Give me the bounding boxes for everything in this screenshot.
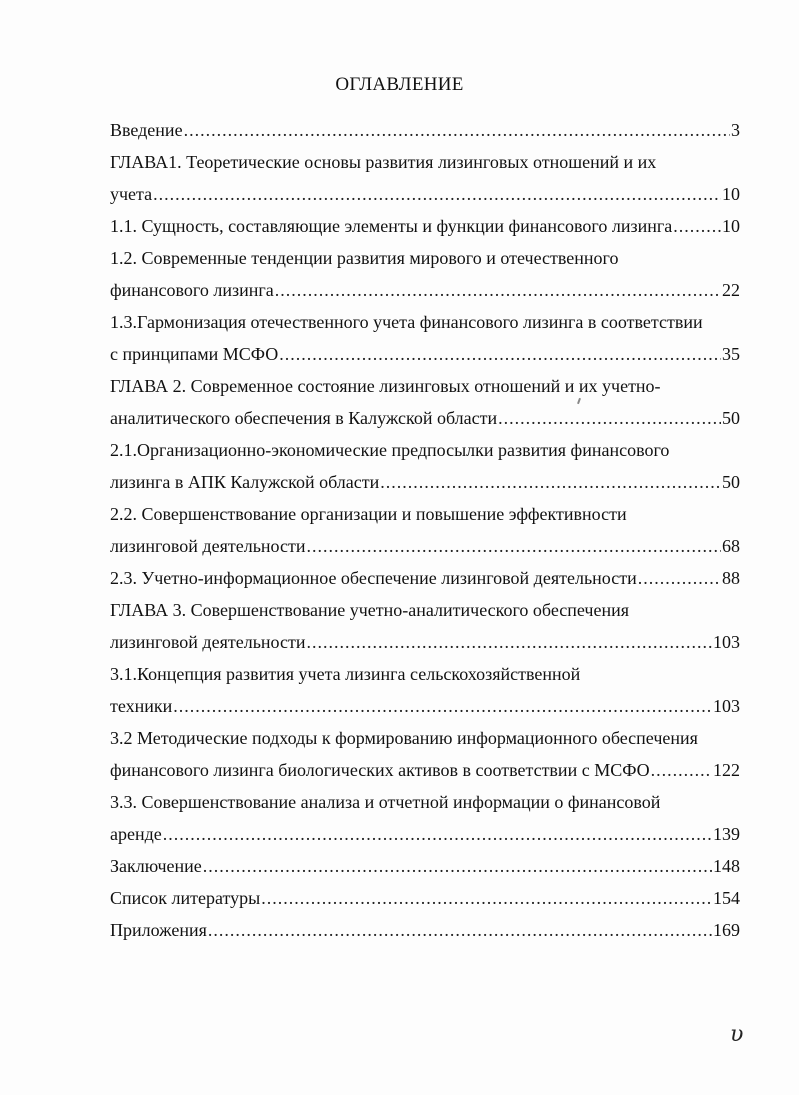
toc-leader-dots: [173, 693, 712, 719]
toc-entry-introduction: [110, 117, 740, 143]
toc-entry-2-2-line-1: [110, 501, 740, 527]
toc-entry-page: 35: [722, 344, 740, 364]
scan-speck: [577, 398, 581, 404]
toc-entry-text: лизинговой деятельности: [110, 632, 306, 652]
toc-entry-3-1-line-2: [110, 693, 740, 719]
toc-entry-chapter-1-line-1: [110, 149, 740, 175]
toc-entry-text: финансового лизинга биологических активов в соответствии с МСФО: [110, 760, 650, 780]
toc-entry-page: 139: [713, 824, 740, 844]
toc-entry-text: техники: [110, 696, 173, 716]
toc-entry-text: ГЛАВА 2. Современное состояние лизинговых отношений и их учетно-: [110, 376, 661, 396]
toc-entry-1-3-line-2: [110, 341, 740, 367]
toc-entry-text: лизинга в АПК Калужской области: [110, 472, 380, 492]
toc-entry-3-2-line-2: [110, 757, 740, 783]
toc-entry-page: 22: [722, 280, 740, 300]
toc-leader-dots: [275, 277, 721, 303]
toc-leader-dots: [306, 629, 712, 655]
toc-leader-dots: [498, 405, 721, 431]
toc-entry-text: учета: [110, 184, 153, 204]
toc-entry-page: 50: [722, 472, 740, 492]
toc-leader-dots: [638, 565, 721, 591]
toc-entry-text: 2.3. Учетно-информационное обеспечение лизинговой деятельности: [110, 568, 637, 588]
toc-entry-page: 50: [722, 408, 740, 428]
toc-entry-references: [110, 885, 740, 911]
toc-entry-page: 3: [731, 120, 740, 140]
toc-entry-chapter-1-line-2: [110, 181, 740, 207]
toc-entry-2-2-line-2: [110, 533, 740, 559]
handwritten-margin-mark: υ: [730, 1022, 744, 1047]
toc-entry-1-3-line-1: [110, 309, 740, 335]
toc-entry-page: 122: [713, 760, 740, 780]
toc-entry-text: 2.2. Совершенствование организации и повышение эффективности: [110, 504, 627, 524]
toc-entry-1-1: [110, 213, 740, 239]
toc-entry-page: 154: [713, 888, 740, 908]
toc-leader-dots: [651, 757, 712, 783]
toc-entry-page: 10: [722, 216, 740, 236]
toc-entry-text: 3.3. Совершенствование анализа и отчетной информации о финансовой: [110, 792, 661, 812]
toc-entry-page: 10: [722, 184, 740, 204]
toc-entry-page: 68: [722, 536, 740, 556]
toc-leader-dots: [184, 117, 730, 143]
toc-entry-page: 88: [722, 568, 740, 588]
toc-entry-text: Заключение: [110, 856, 202, 876]
toc-entry-text: с принципами МСФО: [110, 344, 279, 364]
toc-leader-dots: [261, 885, 712, 911]
page-title: ОГЛАВЛЕНИЕ: [335, 74, 464, 95]
toc-entry-text: финансового лизинга: [110, 280, 274, 300]
toc-leader-dots: [380, 469, 721, 495]
toc-entry-1-2-line-2: [110, 277, 740, 303]
toc-entry-text: ГЛАВА1. Теоретические основы развития лизинговых отношений и их: [110, 152, 657, 172]
toc-entry-text: 3.2 Методические подходы к формированию информационного обеспечения: [110, 728, 698, 748]
toc-leader-dots: [208, 917, 712, 943]
toc-entry-text: 1.3.Гармонизация отечественного учета финансового лизинга в соответствии: [110, 312, 703, 332]
toc-entry-text: лизинговой деятельности: [110, 536, 306, 556]
toc-entry-page: 169: [713, 920, 740, 940]
toc-entry-page: 103: [713, 632, 740, 652]
toc-entry-page: 148: [713, 856, 740, 876]
toc-leader-dots: [153, 181, 721, 207]
toc-entry-conclusion: [110, 853, 740, 879]
toc-leader-dots: [306, 533, 721, 559]
toc-entry-text: 1.1. Сущность, составляющие элементы и функции финансового лизинга: [110, 216, 673, 236]
toc-entry-chapter-2-line-1: [110, 373, 740, 399]
toc-entry-2-3: [110, 565, 740, 591]
toc-entry-text: 2.1.Организационно-экономические предпосылки развития финансового: [110, 440, 670, 460]
toc-entry-2-1-line-1: [110, 437, 740, 463]
toc-entry-3-3-line-2: [110, 821, 740, 847]
toc-entry-text: аналитического обеспечения в Калужской области: [110, 408, 498, 428]
toc-entry-text: Список литературы: [110, 888, 261, 908]
toc-entry-text: 3.1.Концепция развития учета лизинга сельскохозяйственной: [110, 664, 581, 684]
toc-entry-3-1-line-1: [110, 661, 740, 687]
toc-entry-2-1-line-2: [110, 469, 740, 495]
toc-entry-3-2-line-1: [110, 725, 740, 751]
toc-entry-text: 1.2. Современные тенденции развития мирового и отечественного: [110, 248, 619, 268]
toc-entry-text: Приложения: [110, 920, 207, 940]
toc-entry-appendices: [110, 917, 740, 943]
toc-leader-dots: [203, 853, 712, 879]
toc-entry-text: аренде: [110, 824, 162, 844]
toc-entry-chapter-3-line-2: [110, 629, 740, 655]
toc-leader-dots: [163, 821, 712, 847]
toc-entry-text: Введение: [110, 120, 183, 140]
toc-entry-chapter-2-line-2: [110, 405, 740, 431]
toc-leader-dots: [279, 341, 721, 367]
toc-entry-3-3-line-1: [110, 789, 740, 815]
toc-leader-dots: [673, 213, 721, 239]
toc-entry-chapter-3-line-1: [110, 597, 740, 623]
toc-entry-text: ГЛАВА 3. Совершенствование учетно-аналитического обеспечения: [110, 600, 630, 620]
toc-entry-page: 103: [713, 696, 740, 716]
toc-entry-1-2-line-1: [110, 245, 740, 271]
